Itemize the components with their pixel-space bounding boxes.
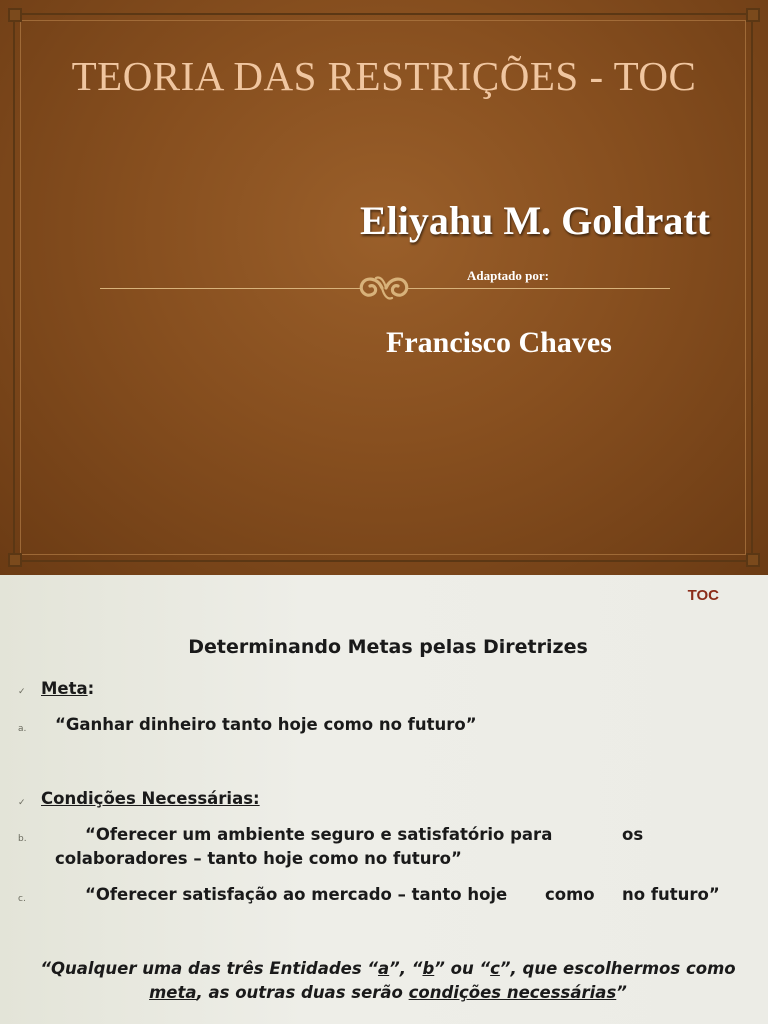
frame-corner-bottom-right	[746, 553, 760, 567]
quote-letter-b: b	[422, 959, 435, 978]
author-name: Francisco Chaves	[386, 326, 612, 359]
quote-meta-word: meta	[149, 983, 197, 1002]
quote-letter-a: a	[378, 959, 390, 978]
frame-corner-top-left	[8, 8, 22, 22]
quote-text: ”, que escolhermos como	[499, 959, 736, 978]
meta-label: Meta	[41, 679, 88, 698]
item-c-part3: no futuro”	[622, 885, 720, 904]
slide-title: TEORIA DAS RESTRIÇÕES - TOC	[71, 53, 697, 99]
quote-text: , as outras duas serão	[196, 983, 409, 1002]
content-slide	[0, 575, 768, 1024]
divider-line-left	[100, 288, 362, 289]
meta-label-line	[41, 679, 94, 698]
item-a-text: “Ganhar dinheiro tanto hoje como no futuro”	[55, 715, 477, 734]
meta-colon: :	[87, 679, 95, 698]
quote-text: “Qualquer uma das três Entidades “	[40, 959, 379, 978]
divider-line-right	[408, 288, 670, 289]
item-c-part2: como	[545, 885, 595, 904]
item-c-marker: c.	[18, 894, 26, 904]
item-a-marker: a.	[18, 724, 27, 734]
check-bullet-icon: ✓	[18, 798, 26, 808]
quote-line-2	[0, 983, 768, 1002]
quote-line-1	[0, 959, 768, 978]
quote-letter-c: c	[490, 959, 500, 978]
slide-heading: Determinando Metas pelas Diretrizes	[188, 636, 588, 658]
item-b-line1-end: os	[622, 825, 644, 844]
quote-conditions-phrase: condições necessárias	[408, 983, 617, 1002]
check-bullet-icon: ✓	[18, 687, 26, 697]
item-b-line2: colaboradores – tanto hoje como no futuro”	[55, 849, 462, 868]
slide-tag: TOC	[687, 587, 719, 604]
item-b-marker: b.	[18, 834, 27, 844]
item-b-line1: “Oferecer um ambiente seguro e satisfatório para	[85, 825, 553, 844]
quote-text: ” ou “	[434, 959, 491, 978]
quote-text: ”	[616, 983, 627, 1002]
frame-corner-top-right	[746, 8, 760, 22]
quote-text: ”, “	[389, 959, 423, 978]
item-c-part1: “Oferecer satisfação ao mercado – tanto hoje	[85, 885, 508, 904]
adapted-by-label: Adaptado por:	[467, 268, 549, 283]
frame-corner-bottom-left	[8, 553, 22, 567]
flourish-ornament-icon	[352, 268, 416, 308]
conditions-label: Condições Necessárias:	[41, 789, 260, 808]
slide-subtitle: Eliyahu M. Goldratt	[359, 198, 710, 243]
